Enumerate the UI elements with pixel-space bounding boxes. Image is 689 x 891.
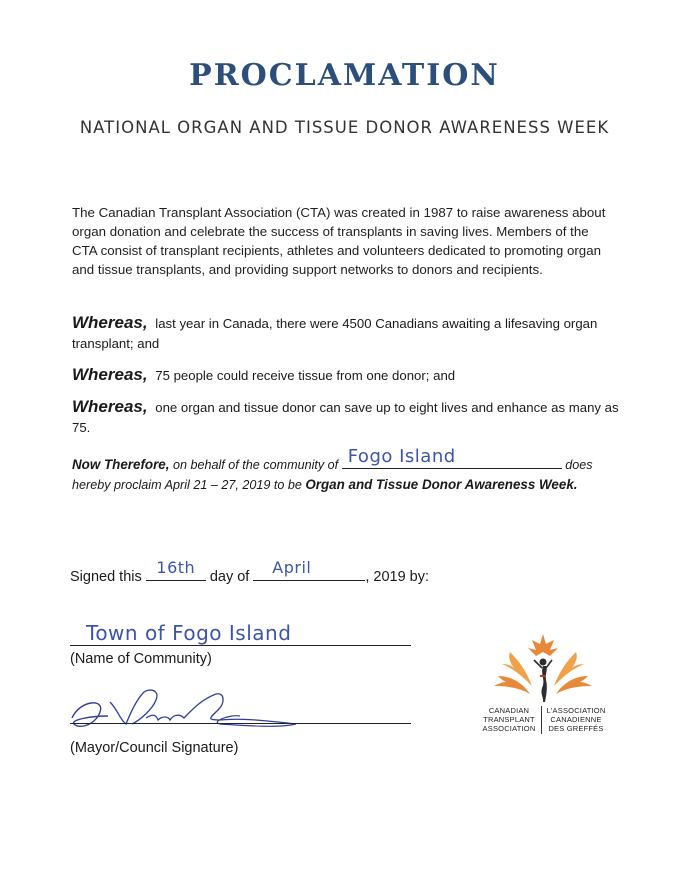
logo-fr-line: L'ASSOCIATION — [546, 706, 606, 715]
day-handwritten: 16th — [156, 558, 196, 577]
logo-fr-line: DES GREFFÉS — [548, 724, 604, 733]
logo-divider — [541, 706, 542, 734]
whereas-clause-1 — [72, 313, 622, 354]
signature-line — [70, 723, 411, 724]
community-name-line — [70, 645, 411, 646]
month-blank — [253, 558, 365, 581]
signed-suffix: , 2019 by: — [365, 569, 430, 585]
community-name-label: (Name of Community) — [70, 651, 212, 667]
whereas-text: 75 people could receive tissue from one donor; and — [155, 368, 456, 383]
logo-en-line: CANADIAN — [488, 706, 530, 715]
whereas-text: one organ and tissue donor can save up to eight lives and enhance as many as 75. — [72, 400, 619, 435]
mayor-signature — [60, 680, 310, 740]
community-blank — [342, 446, 562, 469]
cta-logo-english — [478, 706, 540, 733]
signature-label: (Mayor/Council Signature) — [70, 740, 239, 756]
signed-prefix: Signed this — [70, 569, 142, 585]
now-therefore-clause — [72, 446, 612, 495]
page-title: PROCLAMATION — [189, 58, 500, 93]
whereas-keyword: Whereas, — [72, 397, 148, 416]
now-therefore-text-2: does hereby proclaim April 21 – 27, 2019 to be — [72, 458, 593, 492]
whereas-keyword: Whereas, — [72, 365, 148, 384]
community-name-handwritten: Town of Fogo Island — [86, 621, 292, 645]
day-blank — [146, 558, 206, 581]
intro-paragraph: The Canadian Transplant Association (CTA) was created in 1987 to raise awareness about organ donation and celebrate the success of transplants in saving lives. Members of the CTA consist of transplant recipients, athletes and volunteers dedicated to promoting organ and tissue transplants, and providing support networks to donors and recipients. — [72, 205, 606, 277]
logo-fr-line: CANADIENNE — [550, 715, 602, 724]
now-therefore-keyword: Now Therefore, — [72, 457, 170, 472]
signed-line — [70, 558, 430, 588]
logo-en-line: ASSOCIATION — [482, 724, 536, 733]
now-therefore-text-1: on behalf of the community of — [172, 458, 339, 472]
cta-logo-french — [544, 706, 608, 733]
month-handwritten: April — [272, 558, 312, 577]
whereas-clause-2 — [72, 365, 622, 386]
community-handwritten: Fogo Island — [347, 446, 456, 467]
cta-flame-figure-icon — [488, 630, 598, 702]
whereas-keyword: Whereas, — [72, 313, 148, 332]
signed-middle: day of — [209, 569, 250, 585]
awareness-week-emphasis: Organ and Tissue Donor Awareness Week. — [305, 477, 578, 492]
whereas-clause-3 — [72, 397, 622, 438]
whereas-text: last year in Canada, there were 4500 Canadians awaiting a lifesaving organ transplant; and — [72, 316, 598, 351]
logo-en-line: TRANSPLANT — [483, 715, 535, 724]
page-subtitle: NATIONAL ORGAN AND TISSUE DONOR AWARENESS WEEK — [79, 118, 610, 137]
